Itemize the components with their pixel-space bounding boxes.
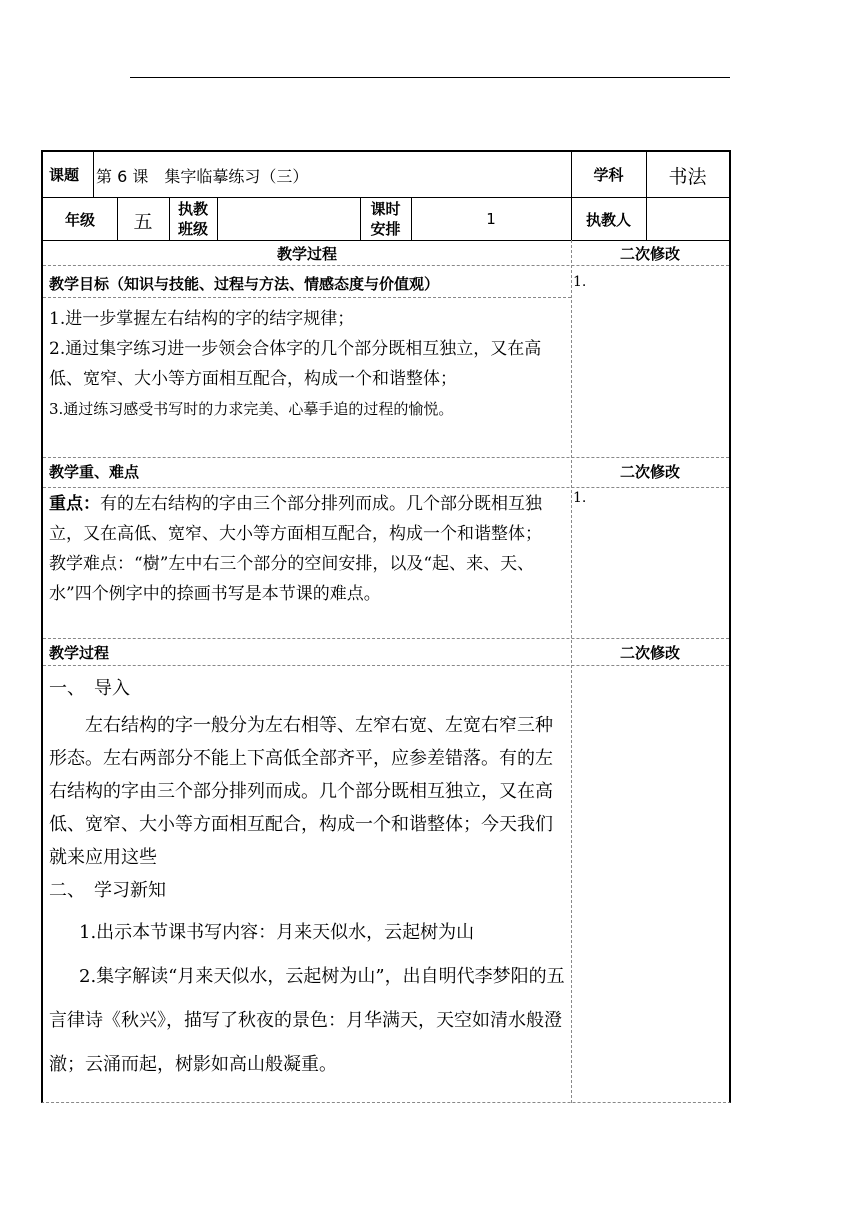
period-label: 课时 安排 — [370, 200, 401, 238]
process-heading: 教学过程 — [49, 644, 110, 662]
objective-item: 2.通过集字练习进一步领会合体字的几个部分既相互独立，又在高低、宽窄、大小等方面相互配合，构成一个和谐整体； — [49, 339, 542, 389]
objectives-list — [49, 304, 567, 424]
key-label: 重点： — [49, 494, 100, 514]
process-header-left: 教学过程 — [276, 245, 337, 263]
grade-value: 五 — [133, 211, 153, 233]
difficulty-text: 教学难点：“樹”左中右三个部分的空间安排，以及“起、来、天、水”四个例字中的捺画书写是本节课的难点。 — [49, 554, 535, 604]
col-divider — [93, 152, 94, 197]
col-divider — [571, 240, 572, 1103]
period-value: 1 — [486, 210, 496, 228]
class-label: 执教 班级 — [177, 200, 208, 238]
intro-paragraph: 左右结构的字一般分为左右相等、左窄右宽、左宽右窄三种形态。左右两部分不能上下高低全部齐平，应参差错落。有的左右结构的字由三个部分排列而成。几个部分既相互独立，又在高低、宽窄、大小等方面相互配合，构成一个和谐整体；今天我们就来应用这些 — [49, 715, 553, 868]
col-divider — [217, 197, 218, 240]
lesson-title: 第 6 课 集字临摹练习（三） — [96, 167, 309, 186]
teacher-label: 执教人 — [585, 211, 631, 229]
process-header-right: 二次修改 — [619, 245, 680, 263]
key-points-content — [49, 489, 567, 609]
key-points-right-heading: 二次修改 — [619, 463, 680, 481]
subject-value: 书法 — [668, 166, 707, 188]
row-divider — [43, 457, 729, 458]
objectives-side-note: 1. — [573, 274, 587, 290]
row-divider — [43, 487, 729, 488]
objective-item: 3.通过练习感受书写时的力求完美、心摹手追的过程的愉悦。 — [49, 400, 454, 418]
header-rule — [130, 77, 730, 78]
objectives-heading: 教学目标（知识与技能、过程与方法、情感态度与价值观） — [49, 275, 440, 293]
row-divider — [43, 638, 729, 639]
section-heading: 二、 学习新知 — [49, 880, 166, 901]
key-text: 有的左右结构的字由三个部分排列而成。几个部分既相互独立，又在高低、宽窄、大小等方面相互配合，构成一个和谐整体； — [49, 494, 542, 544]
subject-label: 学科 — [593, 166, 624, 184]
step-item: 2.集字解读“月来天似水，云起树为山”，出自明代李梦阳的五言律诗《秋兴》，描写了秋夜的景色：月华满天，天空如清水般澄澈；云涌而起，树影如高山般凝重。 — [49, 966, 565, 1075]
row-divider — [43, 665, 729, 666]
lesson-label: 课题 — [49, 166, 80, 184]
grade-label: 年级 — [64, 211, 95, 229]
process-content — [49, 672, 567, 1087]
key-points-heading: 教学重、难点 — [49, 463, 140, 481]
row-divider — [43, 265, 729, 266]
objective-item: 1.进一步掌握左右结构的字的结字规律； — [49, 309, 355, 329]
process-right-heading: 二次修改 — [619, 644, 680, 662]
row-divider — [43, 240, 729, 241]
key-points-side-note: 1. — [573, 490, 587, 506]
lesson-plan-table — [41, 150, 731, 1103]
section-heading: 一、 导入 — [49, 678, 130, 699]
row-divider — [43, 297, 571, 298]
row-divider — [43, 197, 729, 198]
step-item: 1.出示本节课书写内容：月来天似水，云起树为山 — [79, 922, 475, 943]
